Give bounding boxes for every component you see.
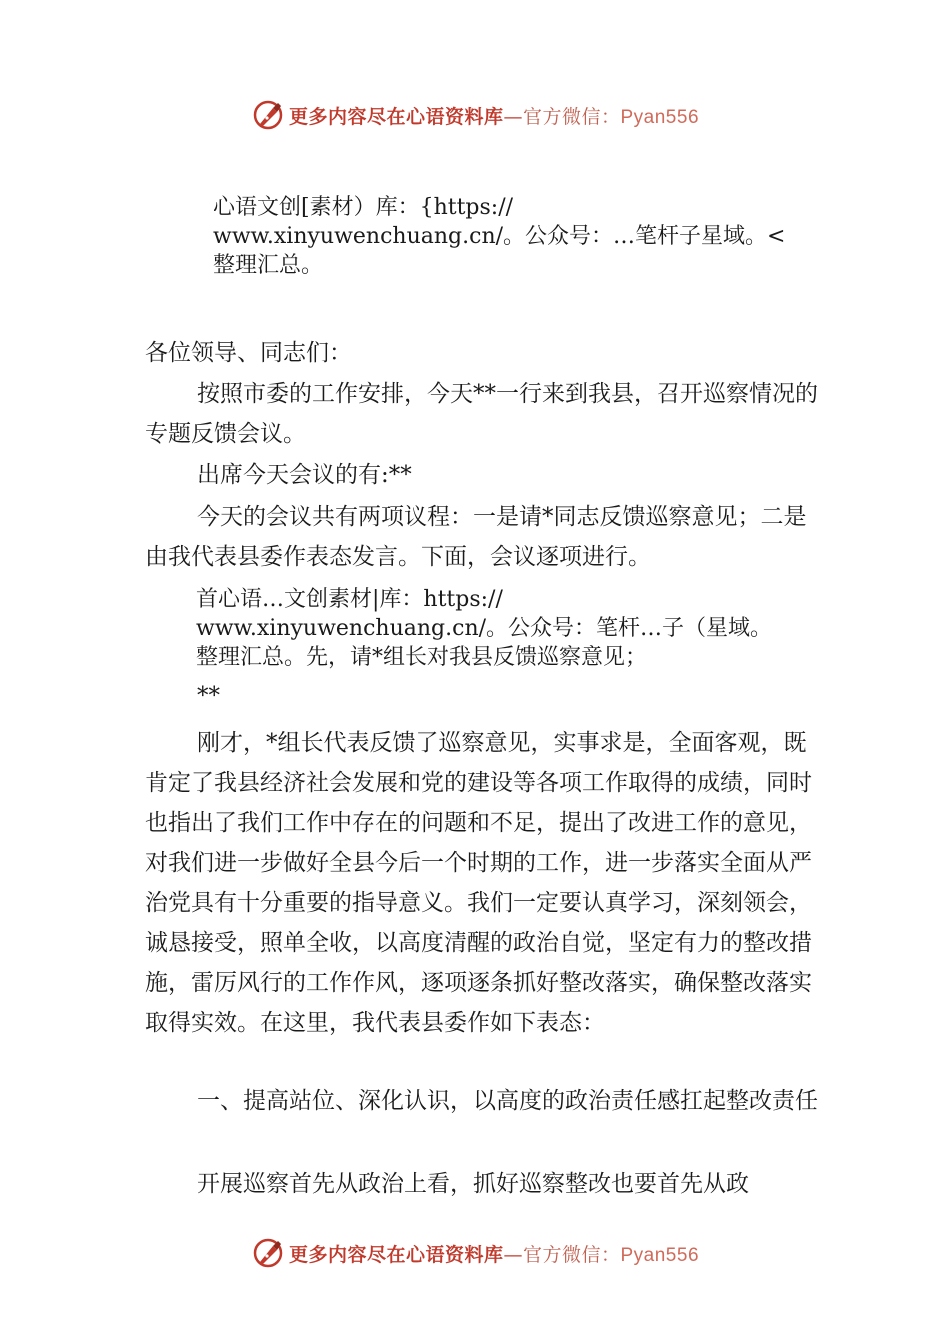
source-note-2-line2: www.xinyuwenchuang.cn/。公众号：笔杆…子（星域。 bbox=[196, 616, 773, 641]
paragraph-1: 按照市委的工作安排，今天**一行来到我县，召开巡察情况的专题反馈会议。 bbox=[145, 381, 818, 447]
header-watermark-banner bbox=[0, 95, 950, 135]
pen-nib-logo-icon bbox=[251, 1236, 285, 1270]
source-note-2 bbox=[196, 585, 836, 672]
source-note-1-line1: 心语文创[素材）库：{https:// bbox=[213, 195, 514, 220]
salutation: 各位领导、同志们： bbox=[145, 340, 352, 366]
banner-wechat-id: Pyan556 bbox=[620, 106, 700, 128]
paragraph-5: 刚才，*组长代表反馈了巡察意见，实事求是，全面客观，既肯定了我县经济社会发展和党的建设等各项工作取得的成绩，同时也指出了我们工作中存在的问题和不足，提出了改进工作的意见，对我们进一步做好全县今后一个时期的工作，进一步落实全面从严治党具有十分重要的指导意义。我们一定要认真学习，深刻领会，诚恳接受，照单全收，以高度清醒的政治自觉，坚定有力的整改措施，雷厉风行的工作作风，逐项逐条抓好整改落实，确保整改落实取得实效。在这里，我代表县委作如下表态： bbox=[145, 730, 812, 1036]
banner-sub-text: 官方微信： bbox=[522, 105, 621, 128]
banner-dash: — bbox=[503, 1243, 523, 1266]
source-note-1-line3: 整理汇总。 bbox=[213, 253, 324, 278]
paragraph-3: 今天的会议共有两项议程：一是请*同志反馈巡察意见；二是由我代表县委作表态发言。下面，会议逐项进行。 bbox=[145, 504, 807, 570]
paragraph-2: 出席今天会议的有:** bbox=[197, 462, 412, 488]
footer-watermark-banner bbox=[0, 1233, 950, 1273]
section-heading-1: 一、提高站位、深化认识，以高度的政治责任感扛起整改责任 bbox=[197, 1088, 818, 1114]
banner-wechat-id: Pyan556 bbox=[620, 1244, 700, 1266]
pen-nib-logo-icon bbox=[251, 98, 285, 132]
banner-main-text: 更多内容尽在心语资料库 bbox=[288, 1243, 504, 1266]
banner-dash: — bbox=[503, 105, 523, 128]
source-note-2-line3: 整理汇总。先，请*组长对我县反馈巡察意见； bbox=[196, 645, 648, 670]
source-note-1 bbox=[213, 193, 833, 280]
source-note-1-line2: www.xinyuwenchuang.cn/。公众号：…笔杆子星域。< bbox=[213, 224, 786, 249]
banner-sub-text: 官方微信： bbox=[522, 1243, 621, 1266]
paragraph-4: ** bbox=[197, 683, 220, 709]
source-note-2-line1: 首心语…文创素材|库：https:// bbox=[196, 587, 503, 612]
banner-main-text: 更多内容尽在心语资料库 bbox=[288, 105, 504, 128]
paragraph-6: 开展巡察首先从政治上看，抓好巡察整改也要首先从政 bbox=[197, 1171, 749, 1197]
